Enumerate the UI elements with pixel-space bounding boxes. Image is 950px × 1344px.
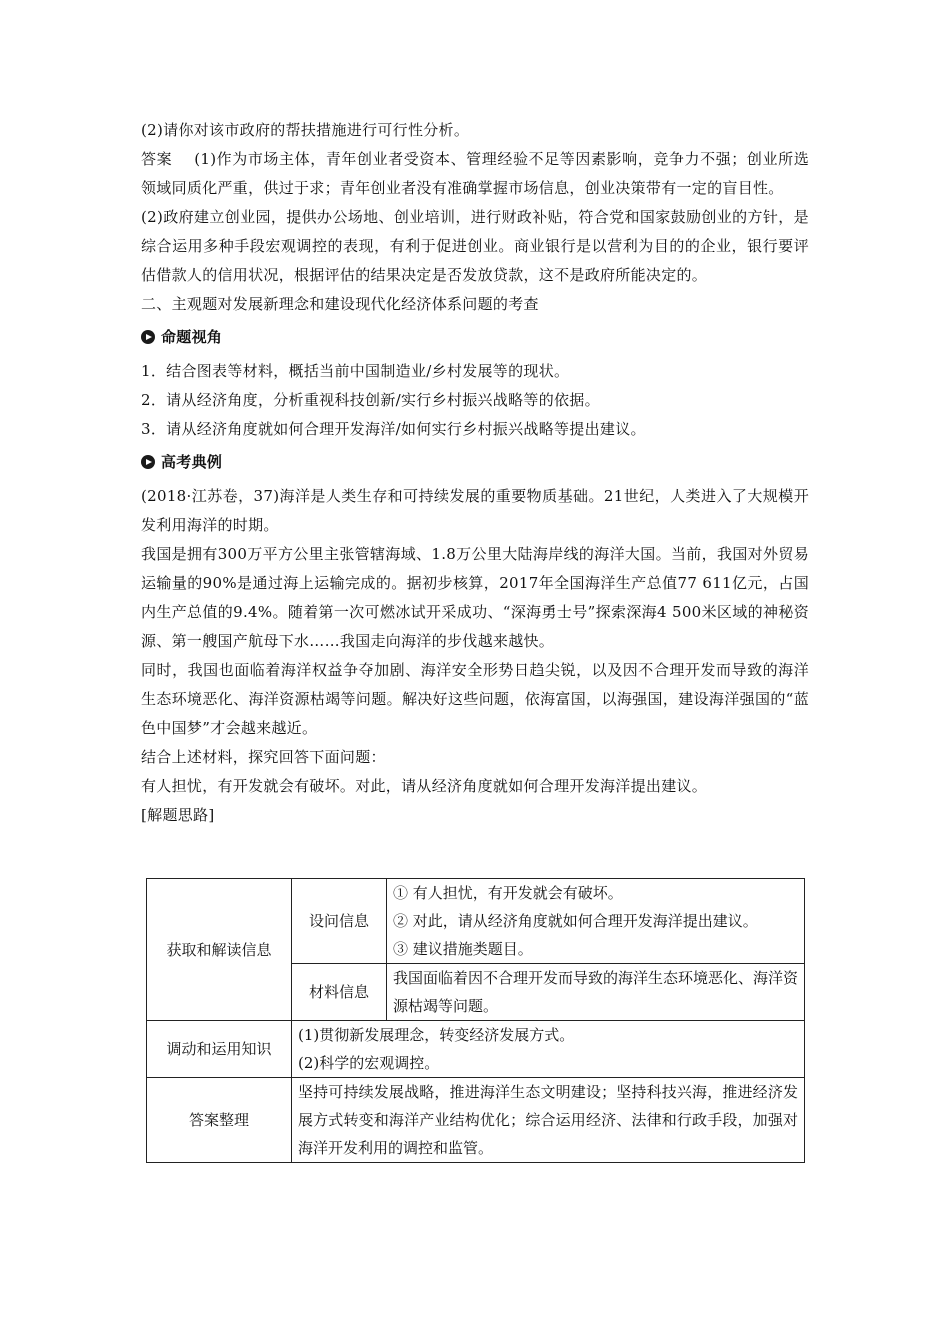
answer-text-1: (1)作为市场主体，青年创业者受资本、管理经验不足等因素影响，竞争力不强；创业所选领域同质化严重，供过于求；青年创业者没有准确掌握市场信息，创业决策带有一定的盲目性。 <box>141 150 809 197</box>
exam-paragraph-3: 同时，我国也面临着海洋权益争夺加剧、海洋安全形势日趋尖锐，以及因不合理开发而导致的海洋生态环境恶化、海洋资源枯竭等问题。解决好这些问题，依海富国，以海强国，建设海洋强国的“蓝色中国梦”才会越来越近。 <box>141 661 809 737</box>
knowledge-2: (2)科学的宏观调控。 <box>298 1054 440 1072</box>
table-row <box>147 1078 805 1163</box>
perspective-item-3: 3．请从经济角度就如何合理开发海洋/如何实行乡村振兴战略等提出建议。 <box>141 420 646 438</box>
row-label-info: 获取和解读信息 <box>147 879 292 1021</box>
analysis-table <box>146 878 805 1163</box>
table-row <box>147 879 805 964</box>
answer-paragraph-1 <box>141 145 809 203</box>
play-circle-icon <box>141 330 155 344</box>
table-row <box>147 1021 805 1078</box>
question-info-2: ② 对此，请从经济角度就如何合理开发海洋提出建议。 <box>393 912 758 930</box>
perspective-heading-text: 命题视角 <box>161 327 223 346</box>
question-2: (2)请你对该市政府的帮扶措施进行可行性分析。 <box>141 121 470 139</box>
knowledge-1: (1)贯彻新发展理念，转变经济发展方式。 <box>298 1026 575 1044</box>
question-info-3: ③ 建议措施类题目。 <box>393 940 533 958</box>
exam-heading <box>141 448 809 476</box>
exam-paragraph-2: 我国是拥有300万平方公里主张管辖海域、1.8万公里大陆海岸线的海洋大国。当前，我国对外贸易运输量的90%是通过海上运输完成的。据初步核算，2017年全国海洋生产总值77 611亿元，占国内生产总值的9.4%。随着第一次可燃冰试开采成功、“深海勇士号”探索深海4 500米区域的神秘资源、第一艘国产航母下水……我国走向海洋的步伐越来越快。 <box>141 545 809 650</box>
document-content <box>141 116 809 830</box>
perspective-heading <box>141 323 809 351</box>
perspective-item-2: 2．请从经济角度，分析重视科技创新/实行乡村振兴战略等的依据。 <box>141 391 600 409</box>
question-info-cell <box>387 879 805 964</box>
exam-paragraph-4: 结合上述材料，探究回答下面问题： <box>141 748 386 766</box>
answer-label: 答案 <box>141 150 173 168</box>
material-info-label: 材料信息 <box>292 964 387 1021</box>
row-label-knowledge: 调动和运用知识 <box>147 1021 292 1078</box>
row-label-answer: 答案整理 <box>147 1078 292 1163</box>
question-info-label: 设问信息 <box>292 879 387 964</box>
knowledge-cell <box>292 1021 805 1078</box>
answer-paragraph-2: (2)政府建立创业园，提供办公场地、创业培训，进行财政补贴，符合党和国家鼓励创业的方针，是综合运用多种手段宏观调控的表现，有利于促进创业。商业银行是以营利为目的的企业，银行要评估借款人的信用状况，根据评估的结果决定是否发放贷款，这不是政府所能决定的。 <box>141 208 809 284</box>
exam-paragraph-1: (2018·江苏卷，37)海洋是人类生存和可持续发展的重要物质基础。21世纪，人类进入了大规模开发利用海洋的时期。 <box>141 487 809 534</box>
exam-paragraph-5: 有人担忧，有开发就会有破坏。对此，请从经济角度就如何合理开发海洋提出建议。 <box>141 777 708 795</box>
thinking-label: [解题思路] <box>141 806 215 824</box>
material-info-cell: 我国面临着因不合理开发而导致的海洋生态环境恶化、海洋资源枯竭等问题。 <box>387 964 805 1021</box>
section-title: 二、主观题对发展新理念和建设现代化经济体系问题的考查 <box>141 295 539 313</box>
perspective-item-1: 1．结合图表等材料，概括当前中国制造业/乡村发展等的现状。 <box>141 362 570 380</box>
answer-summary-cell: 坚持可持续发展战略，推进海洋生态文明建设；坚持科技兴海，推进经济发展方式转变和海洋产业结构优化；综合运用经济、法律和行政手段，加强对海洋开发利用的调控和监管。 <box>292 1078 805 1163</box>
play-circle-icon <box>141 455 155 469</box>
exam-heading-text: 高考典例 <box>161 452 223 471</box>
question-info-1: ① 有人担忧，有开发就会有破坏。 <box>393 884 623 902</box>
